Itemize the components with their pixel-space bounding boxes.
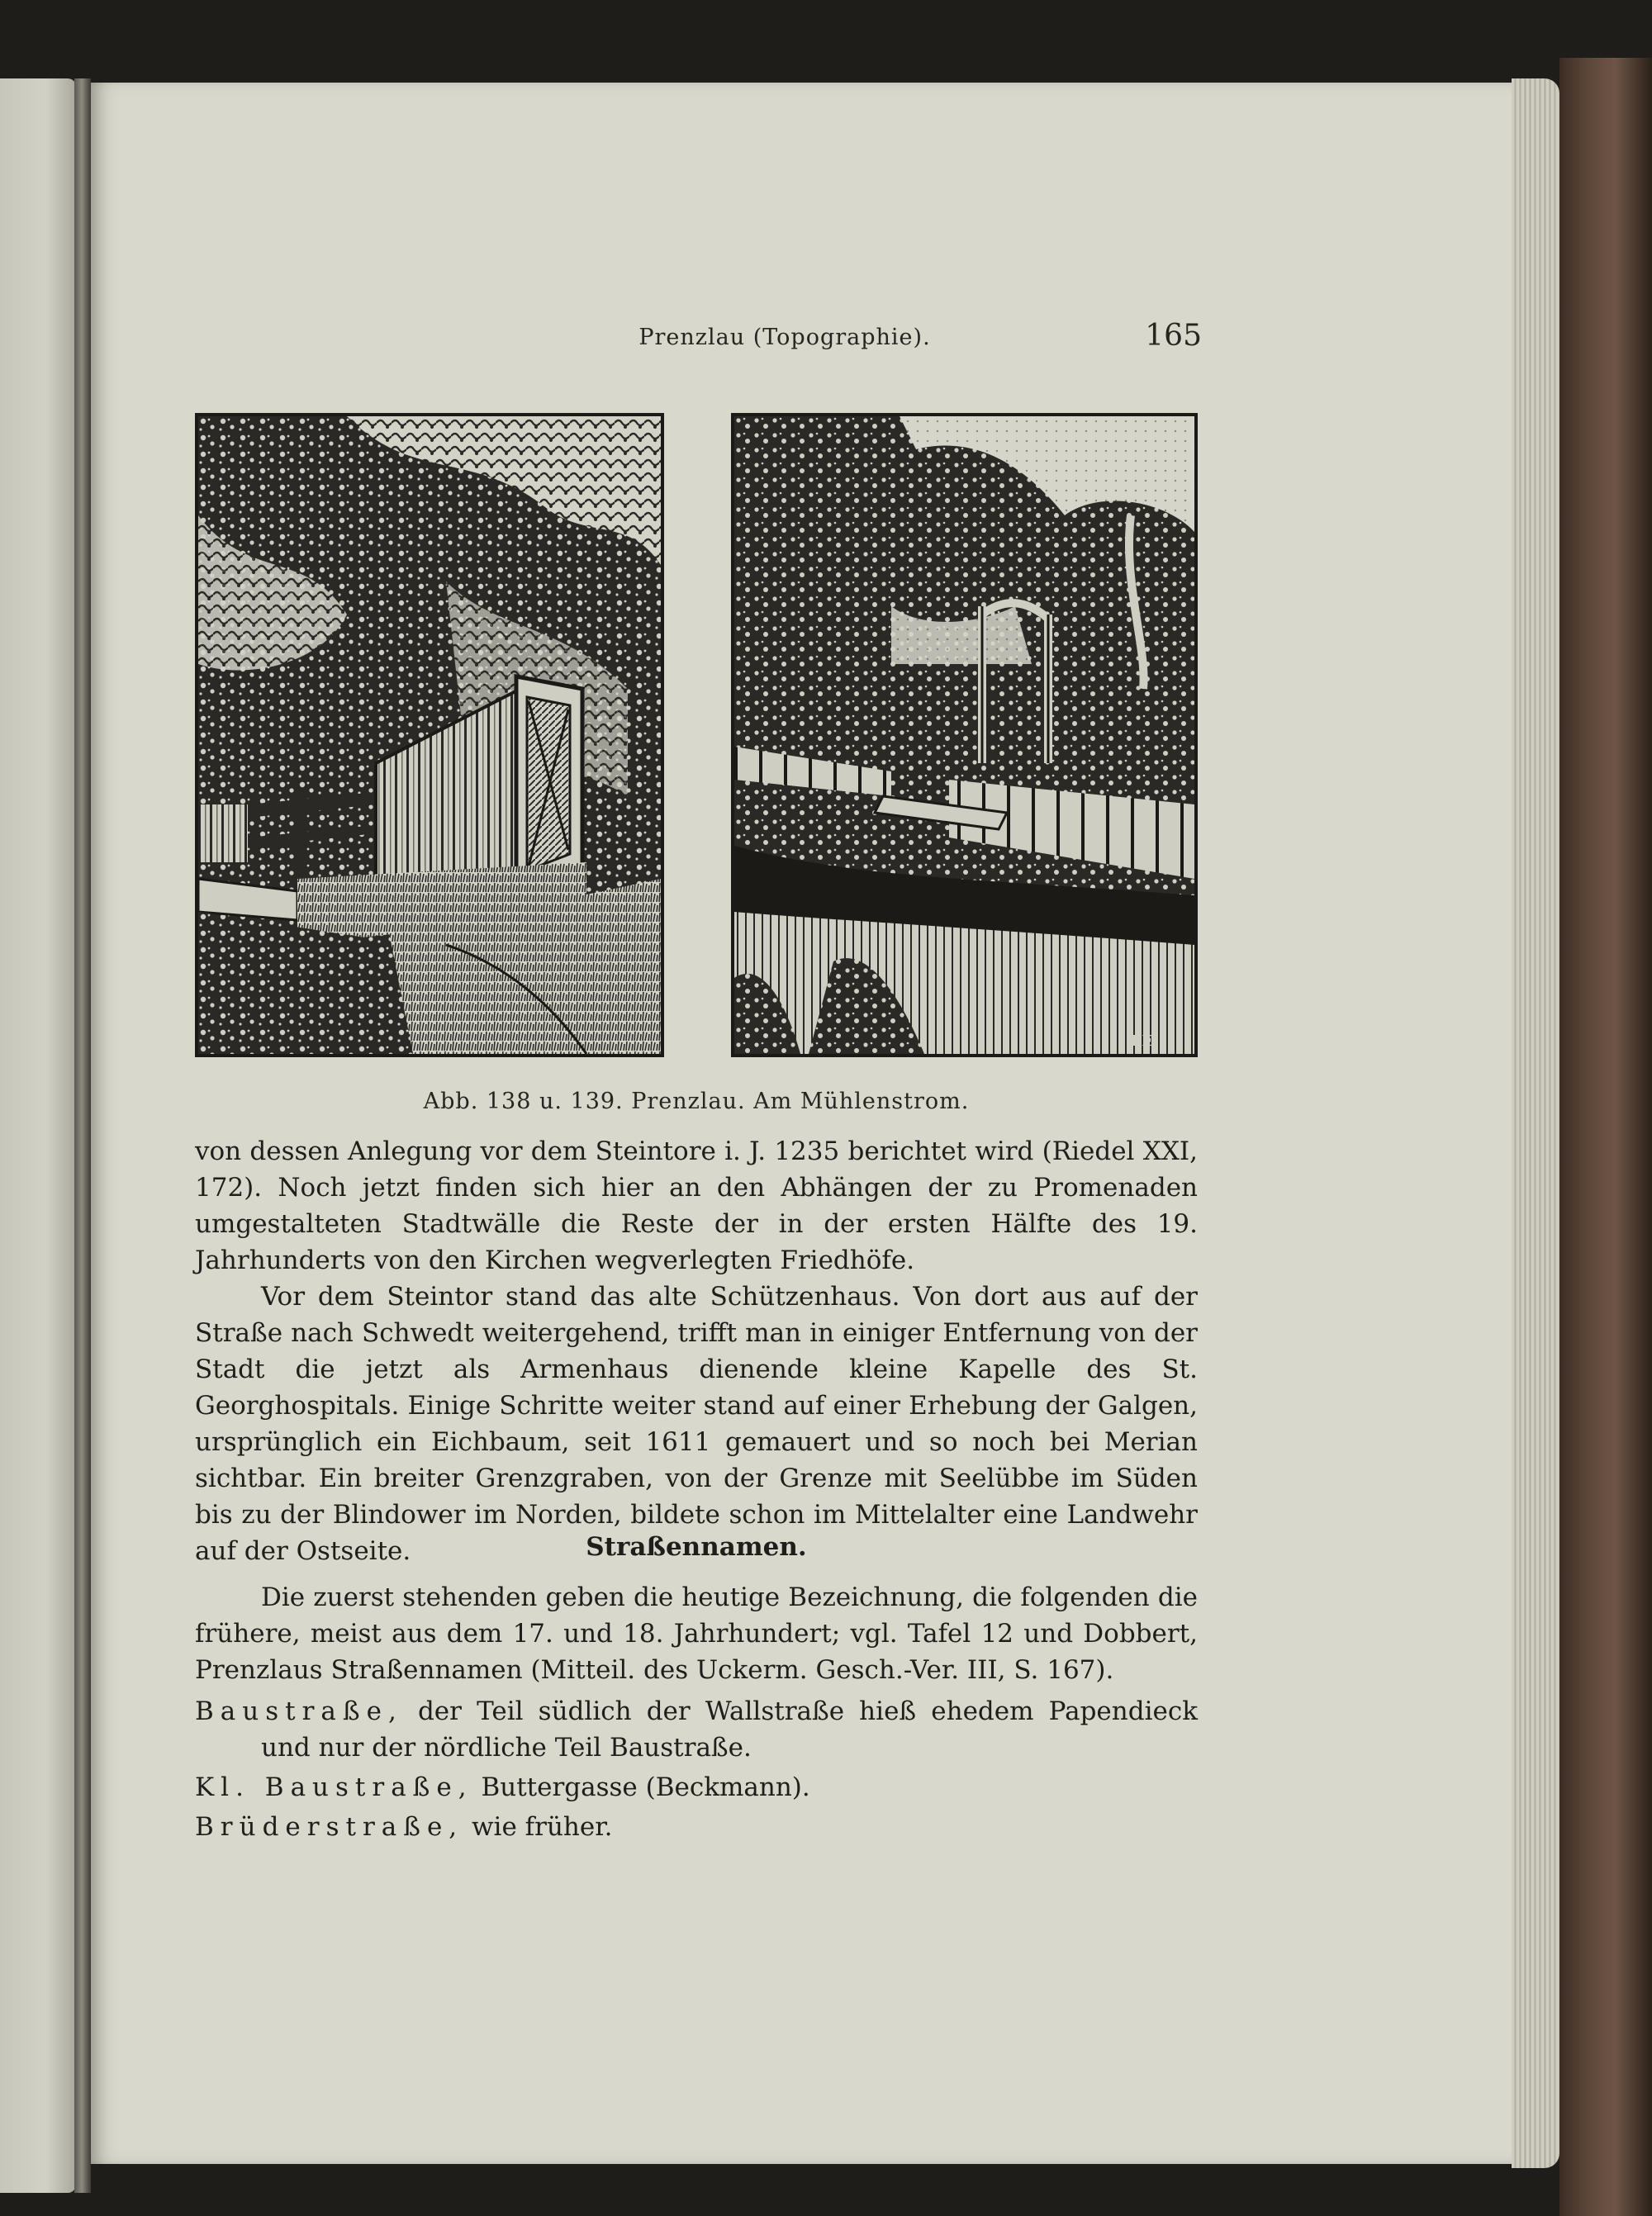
street-entry — [195, 1693, 1198, 1766]
paragraph-1: von dessen Anlegung vor dem Steintore i. J. 1235 berichtet wird (Riedel XXI, 172). Noch jetzt finden sich hier an den Abhängen der zu Promenaden umgestalteten Stadtwälle die Reste der in der ersten Hälfte des 19. Jahrhunderts von den Kirchen wegverlegten Friedhöfe. — [195, 1136, 1198, 1275]
street-description: Buttergasse (Beckmann). — [481, 1772, 810, 1802]
street-entry — [195, 1809, 1198, 1845]
book-cover-edge — [1559, 58, 1652, 2216]
page-edges — [1512, 78, 1559, 2168]
book-gutter — [74, 78, 91, 2193]
book-page — [91, 83, 1520, 2164]
street-entry — [195, 1769, 1198, 1806]
body-text — [195, 1133, 1198, 1569]
street-name: Kl. Baustraße, — [195, 1772, 473, 1802]
section-body — [195, 1579, 1198, 1848]
street-description: wie früher. — [472, 1812, 613, 1842]
left-page-edge — [0, 78, 76, 2193]
section-intro: Die zuerst stehenden geben die heutige Bezeichnung, die folgenden die frühere, meist aus dem 17. und 18. Jahrhundert; vgl. Tafel 12 und Dobbert, Prenzlaus Straßennamen (Mitteil. des Uckerm. Gesch.-Ver. III, S. 167). — [195, 1583, 1198, 1685]
engraver-signature: PE. — [1131, 1032, 1159, 1050]
section-heading: Straßennamen. — [586, 1532, 807, 1562]
street-name: Baustraße, — [195, 1696, 403, 1726]
figure-caption: Abb. 138 u. 139. Prenzlau. Am Mühlenstrom. — [423, 1089, 970, 1114]
figure-139-mill-stream — [731, 413, 1198, 1057]
page-number: 165 — [1145, 319, 1202, 353]
running-title: Prenzlau (Topographie). — [638, 325, 931, 350]
figure-138-gate — [195, 413, 664, 1057]
street-description: der Teil südlich der Wallstraße hieß ehedem Papendieck und nur der nördliche Teil Baustraße. — [261, 1696, 1198, 1763]
paragraph-2: Vor dem Steintor stand das alte Schützenhaus. Von dort aus auf der Straße nach Schwedt weitergehend, trifft man in einiger Entfernung von der Stadt die jetzt als Armenhaus dienende kleine Kapelle des St. Georghospitals. Einige Schritte weiter stand auf einer Erhebung der Galgen, ursprünglich ein Eichbaum, seit 1611 gemauert und so noch bei Merian sichtbar. Ein breiter Grenzgraben, von der Grenze mit Seelübbe im Süden bis zu der Blindower im Norden, bildete schon im Mittelalter eine Landwehr auf der Ostseite. — [195, 1282, 1198, 1566]
street-name: Brüderstraße, — [195, 1812, 464, 1842]
